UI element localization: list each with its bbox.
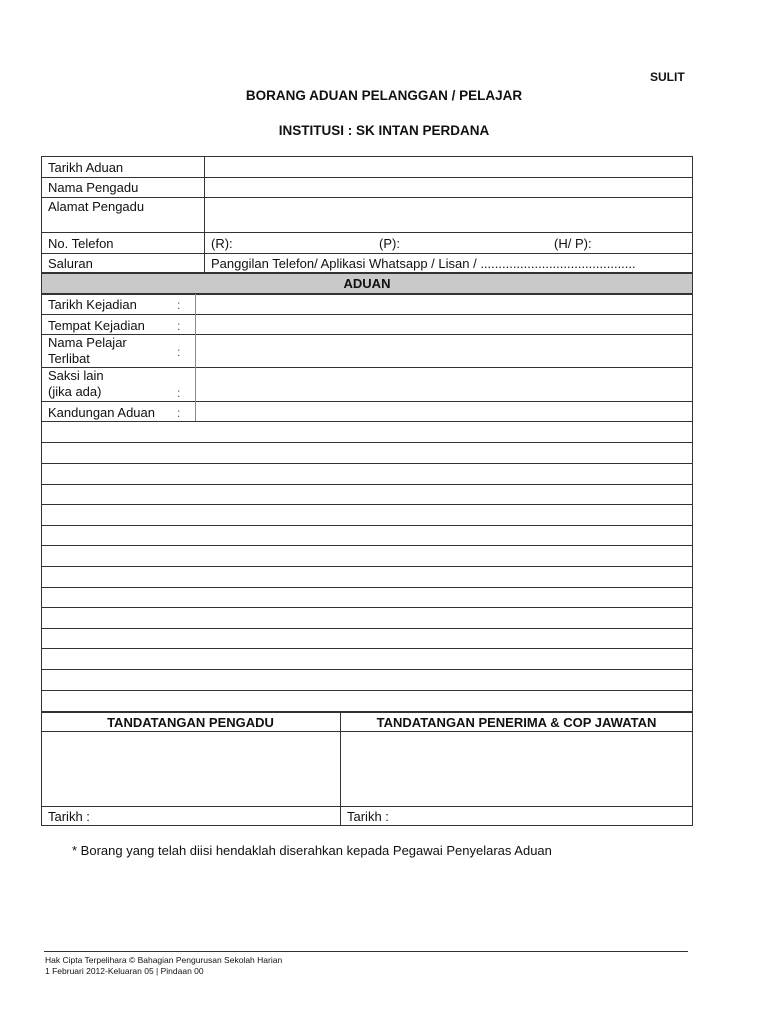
saksi-field[interactable] [196,368,692,401]
row-divider [41,806,693,807]
classification-label: SULIT [650,70,685,84]
no-telefon-label: No. Telefon [48,236,114,251]
colon: : [177,406,181,420]
nama-pelajar-label-line1: Nama Pelajar [48,335,127,350]
colon: : [177,386,181,400]
phone-r-label: (R): [211,236,233,251]
footer-divider [44,951,688,952]
row-divider [41,253,693,254]
signature-pengadu-area[interactable] [42,732,339,806]
nama-pengadu-label: Nama Pengadu [48,180,139,195]
colon: : [177,345,181,359]
tempat-kejadian-field[interactable] [196,315,692,334]
tandatangan-pengadu-heading: TANDATANGAN PENGADU [107,715,274,730]
phone-hp-label: (H/ P): [554,236,592,251]
tarikh-kejadian-field[interactable] [196,295,692,314]
nama-pengadu-field[interactable] [205,178,692,197]
tarikh-kejadian-label: Tarikh Kejadian [48,297,137,312]
signature-penerima-area[interactable] [341,732,692,806]
institution-label: INSTITUSI : SK INTAN PERDANA [278,123,490,138]
nama-pelajar-field[interactable] [196,335,692,367]
colon: : [177,319,181,333]
footer-copyright: Hak Cipta Terpelihara © Bahagian Pengurusan Sekolah Harian [45,955,283,965]
colon: : [177,298,181,312]
tarikh-aduan-label: Tarikh Aduan [48,160,124,175]
tandatangan-penerima-heading: TANDATANGAN PENERIMA & COP JAWATAN [376,715,657,730]
saluran-label: Saluran [48,256,93,271]
saluran-options: Panggilan Telefon/ Aplikasi Whatsapp / Lisan / ........................................... [211,256,636,271]
phone-p-label: (P): [379,236,400,251]
tempat-kejadian-label: Tempat Kejadian [48,318,145,333]
row-divider [41,232,693,233]
submission-note: * Borang yang telah diisi hendaklah diserahkan kepada Pegawai Penyelaras Aduan [72,843,552,858]
kandungan-aduan-field[interactable] [42,422,692,711]
footer-version: 1 Februari 2012-Keluaran 05 | Pindaan 00 [45,966,204,976]
alamat-pengadu-field[interactable] [205,198,692,232]
saksi-label-line2: (jika ada) [48,384,102,399]
nama-pelajar-label-line2: Terlibat [48,351,90,366]
kandungan-aduan-label: Kandungan Aduan [48,405,155,420]
form-title: BORANG ADUAN PELANGGAN / PELAJAR [245,88,523,103]
aduan-heading: ADUAN [343,276,391,291]
saksi-label-line1: Saksi lain [48,368,104,383]
tarikh-aduan-field[interactable] [205,157,692,177]
tarikh-penerima-label: Tarikh : [347,809,389,824]
alamat-pengadu-label: Alamat Pengadu [48,199,145,214]
row-divider [41,401,693,402]
tarikh-pengadu-label: Tarikh : [48,809,90,824]
